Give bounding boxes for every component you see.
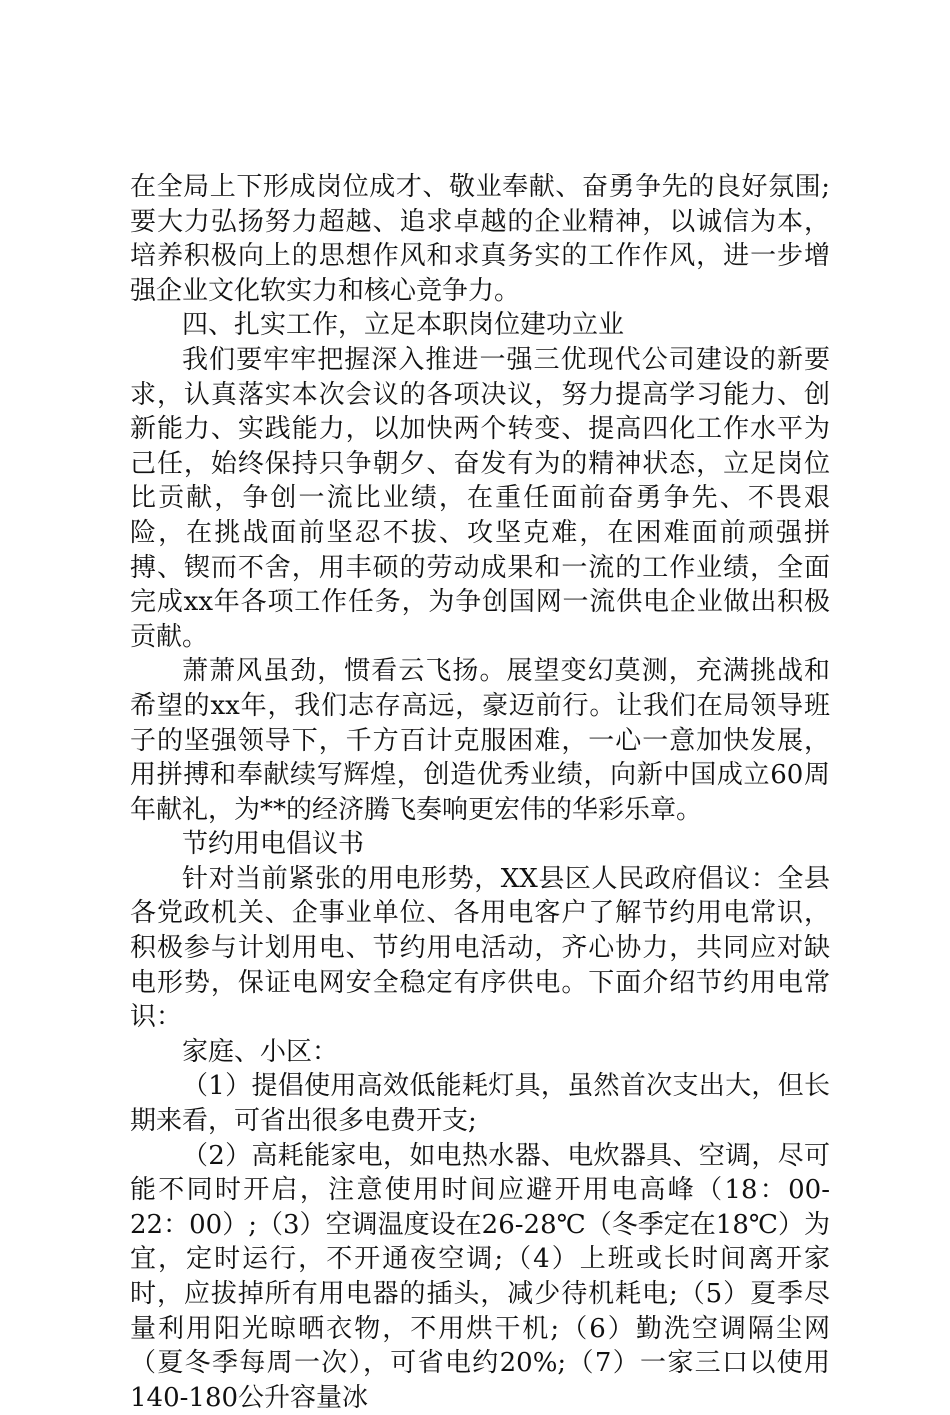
paragraph-1: 在全局上下形成岗位成才、敬业奉献、奋勇争先的良好氛围;要大力弘扬努力超越、追求卓越的企业精神，以诚信为本，培养积极向上的思想作风和求真务实的工作作风，进一步增强企业文化软实力和核心竞争力。 [130, 172, 830, 306]
subheading-household: 家庭、小区： [182, 1036, 339, 1067]
paragraph-6: 针对当前紧张的用电形势，XX县区人民政府倡议：全县各党政机关、企事业单位、各用电客户了解节约用电常识，积极参与计划用电、节约用电活动，齐心协力，共同应对缺电形势，保证电网安全稳定有序供电。下面介绍节约用电常识： [130, 863, 830, 1033]
paragraph-4: 萧萧风虽劲，惯看云飞扬。展望变幻莫测，充满挑战和希望的xx年，我们志存高远，豪迈前行。让我们在局领导班子的坚强领导下，千方百计克服困难，一心一意加快发展，用拼搏和奉献续写辉煌，创造优秀业绩，向新中国成立60周年献礼，为**的经济腾飞奏响更宏伟的华彩乐章。 [130, 656, 830, 825]
document-body [130, 170, 830, 1415]
list-item-2: （2）高耗能家电，如电热水器、电炊器具、空调，尽可能不同时开启，注意使用时间应避开用电高峰（18：00-22：00）;（3）空调温度设在26-28℃（冬季定在18℃）为宜，定时运行，不开通夜空调;（4）上班或长时间离开家时，应拔掉所有用电器的插头，减少待机耗电;（5）夏季尽量利用阳光晾晒衣物，不用烘干机;（6）勤洗空调隔尘网（夏冬季每周一次），可省电约20%;（7）一家三口以使用140-180公升容量冰 [130, 1140, 830, 1413]
list-item-1: （1）提倡使用高效低能耗灯具，虽然首次支出大，但长期来看，可省出很多电费开支; [130, 1071, 830, 1137]
paragraph-3: 我们要牢牢把握深入推进一强三优现代公司建设的新要求，认真落实本次会议的各项决议，努力提高学习能力、创新能力、实践能力，以加快两个转变、提高四化工作水平为己任，始终保持只争朝夕、奋发有为的精神状态，立足岗位比贡献，争创一流比业绩，在重任面前奋勇争先、不畏艰险，在挑战面前坚忍不拔、攻坚克难，在困难面前顽强拼搏、锲而不舍，用丰硕的劳动成果和一流的工作业绩，全面完成xx年各项工作任务，为争创国网一流供电企业做出积极贡献。 [130, 344, 830, 652]
section-heading-4: 四、扎实工作，立足本职岗位建功立业 [182, 310, 625, 341]
document-title: 节约用电倡议书 [182, 829, 365, 860]
